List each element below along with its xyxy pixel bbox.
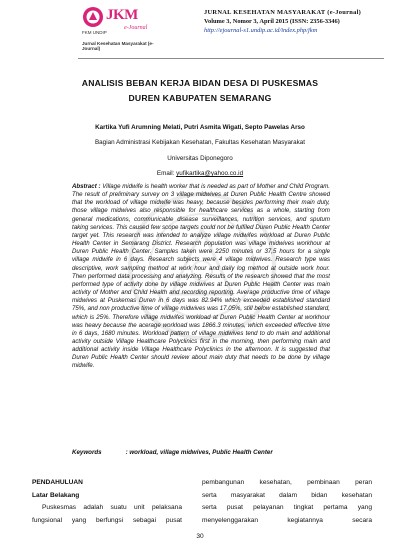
journal-volume: Volume 3, Nomor 3, April 2015 (ISSN: 2356-3346) xyxy=(204,18,340,25)
fkm-label: FKM UNDIP xyxy=(82,30,107,35)
left-para-line: fungsional yang berfungsi sebagai pusat xyxy=(32,517,182,524)
right-para-line: serta pusat pelayanan tingkat pertama yang xyxy=(202,504,372,511)
ejournal-logo-text: e-Journal xyxy=(124,25,148,31)
abstract-text xyxy=(72,183,330,371)
keywords-line xyxy=(72,449,332,456)
paper-title xyxy=(60,76,340,106)
journal-name: JURNAL KESEHATAN MASYARAKAT (e-Journal) xyxy=(204,9,362,16)
email-line xyxy=(40,170,360,177)
fkm-emblem-icon xyxy=(82,6,104,28)
abstract-body: Village midwife is health worker that is needed as part of Mother and Child Program. The result of preliminary survey on 3 village midwives at Duren Public Health Centre showed that the workload of village midwife was heavy, because besides performing their main duty, those village midwives also responsible for healthcare services as a whole, starting from general medications, communicable disease surveillances, nutrition services, and sputum taking services. This caused few scope targets could not be fulfiled Duren Public Health Center target yet. This research was intended to analyze village midwifes workload at Duren Public Health Center in Semarang District. Research population was village midwives workhour at Duren Public Health Center. Samples taken were 2250 minutes or 37,5 hours for a single village midwife in 6 days. Research subjects were 4 village midwives. Research type was descriptive, work sampling method at work hour and daily log method at outside work hour. Then performed data processing and analyzing. Results of the research showed that the most performed type of activity done by village midwives at Duren Public Health Center was main activity of Mother and Child Health and recording reporting. Average productive time of village midwives at Puskemas Duren in 6 days was 82.94% which exceeded established standard 75%, and non productive time of village midwives was 17.05%, still below established standard, which is 25%. Therefore village midwifes workload at Duren Public Health Center at workhour was heavy because the acerage workload was 1866.3 minutes, which exceeded effective time in 6 days, 1680 minutes. Workload pattern of village midwives tend to do main and additional activity outside Village Healthcare Polyclinics first in the morning, then performing main and additional activity inside Village Healthcare Polyclinics in the afternoon. It is suggested that Duren Public Health Center should review about main duty that needs to be done by village midwife. xyxy=(72,183,330,370)
email-address[interactable]: yufikartika@yahoo.co.id xyxy=(176,170,244,177)
logo-subtitle: Jurnal Kesehatan Masyarakat (e-Journal) xyxy=(82,41,154,51)
author-list: Kartika Yufi Arumning Melati, Putri Asmita Wigati, Septo Pawelas Arso xyxy=(95,124,305,131)
right-para-line: menyelenggarakan kegiatannya secara xyxy=(202,517,372,524)
journal-info xyxy=(204,8,382,35)
section-heading: PENDAHULUAN xyxy=(32,479,83,486)
right-para-line: serta masyarakat dalam bidan kesehatan xyxy=(202,492,372,499)
journal-header xyxy=(0,0,400,62)
university: Universitas Diponegoro xyxy=(167,155,233,162)
jkm-logo-text: JKM xyxy=(106,7,138,23)
title-line-1: ANALISIS BEBAN KERJA BIDAN DESA DI PUSKESMAS xyxy=(81,78,319,88)
email-label: Email: xyxy=(156,170,175,177)
right-para-line: pembangunan kesehatan, pembinaan peran xyxy=(202,479,372,486)
page-number: 30 xyxy=(196,533,204,540)
affiliation: Bagian Administrasi Kebijakan Kesehatan, Fakultas Kesehatan Masyarakat xyxy=(94,139,306,146)
abstract-label: Abstract : xyxy=(72,183,101,190)
left-para-line: Puskesmas adalah suatu unit pelaksana xyxy=(42,504,182,511)
abstract-block xyxy=(72,183,330,443)
subsection-heading: Latar Belakang xyxy=(32,492,80,499)
keywords-label: Keywords xyxy=(72,449,102,456)
title-line-2: DUREN KABUPATEN SEMARANG xyxy=(128,93,272,103)
journal-url[interactable]: http://ejournal-s1.undip.ac.id/index.php/jkm xyxy=(204,27,318,34)
keywords-value: : workload, village midwives, Public Health Center xyxy=(125,449,273,456)
journal-logo xyxy=(82,6,154,56)
header-divider xyxy=(78,58,384,59)
